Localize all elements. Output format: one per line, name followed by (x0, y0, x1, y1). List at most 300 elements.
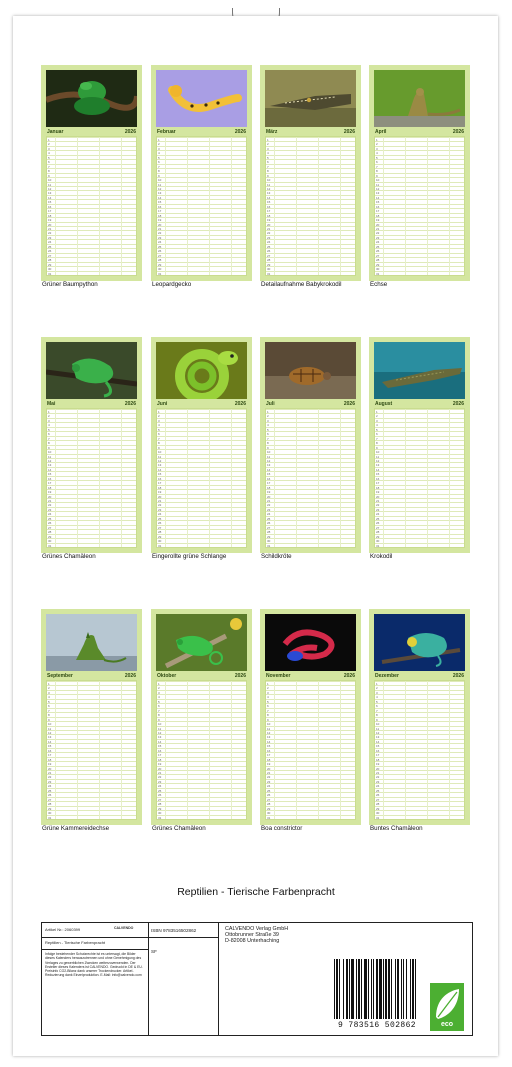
month-header (46, 400, 137, 408)
day-row (47, 257, 136, 263)
month-card (260, 609, 361, 825)
day-row (375, 222, 464, 227)
day-number: 7 (48, 436, 50, 441)
day-number: 16 (267, 204, 271, 209)
day-number: 13 (158, 463, 162, 468)
day-row (266, 150, 355, 156)
day-number: 10 (376, 178, 380, 183)
day-number: 19 (158, 490, 162, 495)
day-row (47, 164, 136, 169)
day-row (47, 788, 136, 793)
day-number: 23 (158, 235, 162, 240)
day-number: 17 (158, 753, 162, 758)
day-number: 3 (376, 690, 378, 695)
day-number: 8 (158, 169, 160, 174)
day-number: 14 (48, 739, 52, 744)
day-number: 10 (267, 178, 271, 183)
day-row (47, 248, 136, 254)
day-row (47, 462, 136, 468)
day-row (375, 467, 464, 472)
day-number: 31 (376, 271, 380, 276)
day-number: 1 (376, 138, 378, 142)
day-row (266, 810, 355, 816)
day-number: 17 (48, 209, 52, 214)
day-row (157, 222, 246, 227)
day-number: 11 (376, 182, 380, 187)
day-row (266, 213, 355, 218)
month-year: 2026 (343, 673, 355, 679)
day-row (375, 480, 464, 486)
day-number: 3 (158, 418, 160, 423)
day-row (47, 213, 136, 218)
day-number: 3 (48, 690, 50, 695)
day-row (47, 467, 136, 472)
day-row (157, 774, 246, 780)
barcode-bars (330, 959, 424, 1023)
day-number: 23 (267, 779, 271, 784)
day-row (47, 422, 136, 428)
day-row (157, 431, 246, 437)
day-row (47, 150, 136, 156)
day-number: 22 (267, 503, 271, 508)
day-number: 4 (376, 151, 378, 156)
day-number: 9 (376, 717, 378, 722)
day-number: 20 (267, 766, 271, 771)
day-number: 5 (158, 155, 160, 160)
day-number: 20 (376, 222, 380, 227)
day-number: 27 (267, 797, 271, 802)
month-name: Juli (266, 401, 275, 407)
day-number: 8 (376, 713, 378, 718)
day-number: 14 (48, 195, 52, 200)
day-number: 29 (48, 806, 52, 811)
day-row (157, 271, 246, 276)
day-row (266, 743, 355, 749)
day-number: 22 (376, 503, 380, 508)
day-row (375, 248, 464, 254)
day-number: 16 (376, 476, 380, 481)
day-number: 27 (48, 253, 52, 258)
day-number: 24 (267, 784, 271, 789)
day-row (266, 422, 355, 428)
day-number: 26 (48, 521, 52, 526)
month-caption: Grünes Chamäleon (152, 825, 206, 832)
day-row (157, 507, 246, 512)
day-number: 26 (376, 521, 380, 526)
day-row (47, 413, 136, 419)
day-row (47, 454, 136, 459)
day-row (157, 516, 246, 521)
day-row (266, 476, 355, 481)
day-row (266, 783, 355, 789)
day-number: 2 (267, 686, 269, 691)
day-row (47, 222, 136, 227)
day-number: 5 (48, 699, 50, 704)
day-row (375, 422, 464, 428)
day-number: 8 (267, 713, 269, 718)
day-number: 11 (158, 182, 162, 187)
day-row (157, 810, 246, 816)
month-card (369, 337, 470, 553)
day-row (47, 186, 136, 191)
day-row (157, 159, 246, 165)
month-header (265, 672, 356, 680)
day-number: 19 (48, 218, 52, 223)
day-number: 21 (158, 227, 162, 232)
day-row (47, 685, 136, 691)
day-number: 24 (158, 784, 162, 789)
day-number: 2 (158, 414, 160, 419)
day-row (47, 520, 136, 526)
reptile-image (374, 342, 465, 399)
day-number: 30 (267, 267, 271, 272)
day-row (266, 262, 355, 267)
day-row (375, 235, 464, 240)
day-row (266, 239, 355, 245)
day-row (47, 502, 136, 508)
day-number: 3 (48, 418, 50, 423)
day-row (375, 699, 464, 704)
day-number: 11 (48, 182, 52, 187)
day-number: 31 (376, 815, 380, 820)
day-number: 16 (158, 476, 162, 481)
day-row (266, 748, 355, 753)
day-number: 10 (48, 450, 52, 455)
day-number: 5 (158, 699, 160, 704)
day-row (375, 266, 464, 272)
day-number: 29 (376, 534, 380, 539)
day-number: 21 (48, 227, 52, 232)
month-header (46, 128, 137, 136)
day-row (157, 797, 246, 802)
day-number: 4 (376, 695, 378, 700)
day-number: 31 (48, 815, 52, 820)
day-number: 29 (158, 262, 162, 267)
day-row (266, 462, 355, 468)
day-row (157, 422, 246, 428)
day-number: 23 (376, 779, 380, 784)
description-text: Infolge bestehender Schutzrechte ist es untersagt, die Bilder dieses Kalenders herauszutrennen und ohne Genehmigung des Verlages zu gewerblichen Zwecken weiterzuverwenden. Der Ersteller dieses Kalenders ist CALVENDO. Gedruckt in DE & EU. Preisinfo CO2-Bilanz dank unserer Trockendrucker. Artikel-Reduzierung dank Einzelproduktion. E-Mail: info@calvendo.com (45, 952, 143, 978)
day-row (266, 177, 355, 183)
day-row (47, 783, 136, 789)
day-number: 30 (158, 267, 162, 272)
day-row (47, 266, 136, 272)
publisher-line: D-82008 Unterhaching (225, 938, 280, 945)
month-caption: Grüne Kammereidechse (42, 825, 110, 832)
reptile-image (265, 614, 356, 671)
day-row (47, 177, 136, 183)
day-number: 17 (48, 753, 52, 758)
day-number: 26 (158, 249, 162, 254)
day-row (266, 752, 355, 758)
day-row (375, 761, 464, 767)
day-row (375, 681, 464, 686)
month-header (46, 672, 137, 680)
day-row (47, 271, 136, 276)
day-number: 26 (376, 249, 380, 254)
day-row (157, 525, 246, 530)
day-number: 11 (158, 726, 162, 731)
day-number: 24 (267, 512, 271, 517)
day-row (157, 806, 246, 811)
day-row (375, 204, 464, 209)
day-number: 30 (158, 811, 162, 816)
day-number: 5 (376, 427, 378, 432)
day-row (266, 409, 355, 414)
eco-label: eco (440, 1021, 454, 1028)
day-number: 21 (48, 771, 52, 776)
day-row (47, 806, 136, 811)
day-row (266, 801, 355, 807)
day-number: 19 (267, 218, 271, 223)
day-number: 19 (376, 762, 380, 767)
day-row (47, 757, 136, 762)
day-number: 15 (267, 200, 271, 205)
day-number: 11 (376, 454, 380, 459)
day-number: 22 (48, 775, 52, 780)
day-row (266, 244, 355, 249)
day-number: 1 (158, 410, 160, 414)
day-row (375, 253, 464, 258)
day-number: 15 (158, 744, 162, 749)
day-number: 22 (158, 231, 162, 236)
day-number: 23 (48, 235, 52, 240)
day-number: 16 (376, 748, 380, 753)
day-row (375, 507, 464, 512)
day-row (47, 712, 136, 718)
day-number: 18 (158, 213, 162, 218)
month-caption: Grüner Baumpython (42, 281, 98, 288)
day-row (375, 409, 464, 414)
day-number: 18 (48, 757, 52, 762)
day-row (375, 164, 464, 169)
day-number: 10 (48, 178, 52, 183)
day-row (157, 770, 246, 776)
day-number: 27 (48, 525, 52, 530)
day-number: 27 (376, 797, 380, 802)
day-number: 31 (376, 543, 380, 548)
day-row (266, 699, 355, 704)
month-header (156, 128, 247, 136)
day-row (266, 204, 355, 209)
day-row (375, 806, 464, 811)
day-number: 21 (267, 227, 271, 232)
day-row (266, 141, 355, 147)
day-row (266, 458, 355, 463)
day-row (157, 743, 246, 749)
day-row (157, 538, 246, 544)
day-number: 21 (158, 499, 162, 504)
day-row (266, 445, 355, 450)
day-number: 19 (48, 762, 52, 767)
day-number: 17 (376, 209, 380, 214)
day-number: 2 (48, 142, 50, 147)
month-photo (265, 614, 356, 671)
day-number: 7 (48, 164, 50, 169)
day-number: 16 (48, 204, 52, 209)
day-row (266, 502, 355, 508)
month-year: 2026 (452, 129, 464, 135)
day-row (266, 226, 355, 232)
day-number: 21 (376, 227, 380, 232)
day-number: 17 (376, 753, 380, 758)
day-number: 28 (158, 258, 162, 263)
day-row (266, 449, 355, 455)
day-number: 6 (48, 704, 50, 709)
day-number: 25 (376, 516, 380, 521)
day-number: 24 (376, 784, 380, 789)
day-number: 8 (158, 713, 160, 718)
day-number: 1 (48, 138, 50, 142)
code: SF (151, 949, 157, 954)
day-number: 7 (376, 436, 378, 441)
day-number: 13 (267, 191, 271, 196)
day-number: 27 (267, 525, 271, 530)
month-name: Februar (157, 129, 176, 135)
month-year: 2026 (234, 673, 246, 679)
day-number: 10 (158, 722, 162, 727)
day-row (157, 681, 246, 686)
day-row (157, 445, 246, 450)
day-number: 12 (158, 186, 162, 191)
day-number: 1 (158, 138, 160, 142)
day-row (375, 770, 464, 776)
day-row (47, 815, 136, 820)
day-row (157, 244, 246, 249)
day-row (375, 485, 464, 490)
day-number: 28 (158, 802, 162, 807)
day-number: 29 (267, 534, 271, 539)
day-row (266, 703, 355, 709)
day-row (47, 494, 136, 499)
day-row (266, 440, 355, 446)
month-year: 2026 (343, 129, 355, 135)
day-number: 18 (158, 757, 162, 762)
day-row (47, 146, 136, 151)
day-number: 25 (158, 516, 162, 521)
day-number: 26 (267, 793, 271, 798)
day-number: 14 (158, 467, 162, 472)
day-row (47, 244, 136, 249)
day-row (266, 257, 355, 263)
day-row (47, 739, 136, 744)
day-number: 15 (267, 472, 271, 477)
day-row (266, 217, 355, 223)
day-number: 12 (48, 458, 52, 463)
day-row (47, 511, 136, 517)
day-row (375, 471, 464, 477)
month-header (265, 400, 356, 408)
day-number: 8 (267, 441, 269, 446)
day-row (47, 485, 136, 490)
day-number: 18 (267, 213, 271, 218)
isbn: ISBN 9783516502862 (151, 928, 197, 933)
day-number: 25 (158, 788, 162, 793)
day-number: 14 (158, 739, 162, 744)
day-grid (265, 680, 356, 820)
day-row (157, 462, 246, 468)
day-number: 16 (158, 204, 162, 209)
day-row (266, 520, 355, 526)
day-number: 13 (267, 735, 271, 740)
day-number: 11 (267, 726, 271, 731)
day-number: 5 (158, 427, 160, 432)
day-number: 19 (267, 762, 271, 767)
day-number: 3 (376, 418, 378, 423)
day-number: 15 (48, 472, 52, 477)
day-row (157, 164, 246, 169)
day-number: 28 (376, 802, 380, 807)
day-number: 4 (48, 695, 50, 700)
day-row (157, 685, 246, 691)
day-number: 31 (48, 543, 52, 548)
day-number: 22 (48, 503, 52, 508)
day-row (375, 182, 464, 187)
day-number: 23 (267, 235, 271, 240)
day-row (375, 418, 464, 423)
day-row (157, 199, 246, 205)
day-number: 28 (48, 258, 52, 263)
day-number: 2 (48, 414, 50, 419)
day-number: 20 (376, 766, 380, 771)
month-year: 2026 (124, 129, 136, 135)
day-number: 9 (267, 173, 269, 178)
day-number: 12 (267, 186, 271, 191)
day-row (47, 734, 136, 740)
day-number: 1 (158, 682, 160, 686)
day-number: 2 (48, 686, 50, 691)
day-row (47, 418, 136, 423)
day-number: 31 (158, 543, 162, 548)
day-number: 14 (158, 195, 162, 200)
day-number: 3 (158, 690, 160, 695)
day-row (266, 208, 355, 214)
month-name: August (375, 401, 393, 407)
day-row (47, 195, 136, 200)
day-number: 16 (267, 748, 271, 753)
day-row (375, 694, 464, 700)
day-number: 5 (267, 427, 269, 432)
day-number: 15 (376, 472, 380, 477)
day-number: 8 (376, 169, 378, 174)
day-row (375, 516, 464, 521)
month-caption: Buntes Chamäleon (370, 825, 423, 832)
day-row (47, 801, 136, 807)
day-number: 10 (267, 450, 271, 455)
day-row (47, 525, 136, 530)
day-number: 29 (48, 534, 52, 539)
day-row (157, 137, 246, 142)
month-name: März (266, 129, 278, 135)
day-number: 30 (267, 539, 271, 544)
publisher-line: CALVENDO Verlag GmbH (225, 926, 289, 932)
day-row (157, 146, 246, 151)
day-row (157, 712, 246, 718)
month-card (41, 337, 142, 553)
day-number: 31 (158, 271, 162, 276)
day-number: 22 (376, 775, 380, 780)
day-row (266, 195, 355, 200)
day-number: 25 (267, 788, 271, 793)
day-number: 18 (48, 213, 52, 218)
day-row (375, 520, 464, 526)
month-year: 2026 (343, 401, 355, 407)
month-photo (156, 614, 247, 671)
day-row (375, 173, 464, 178)
day-row (157, 262, 246, 267)
day-number: 21 (376, 771, 380, 776)
day-row (266, 726, 355, 731)
